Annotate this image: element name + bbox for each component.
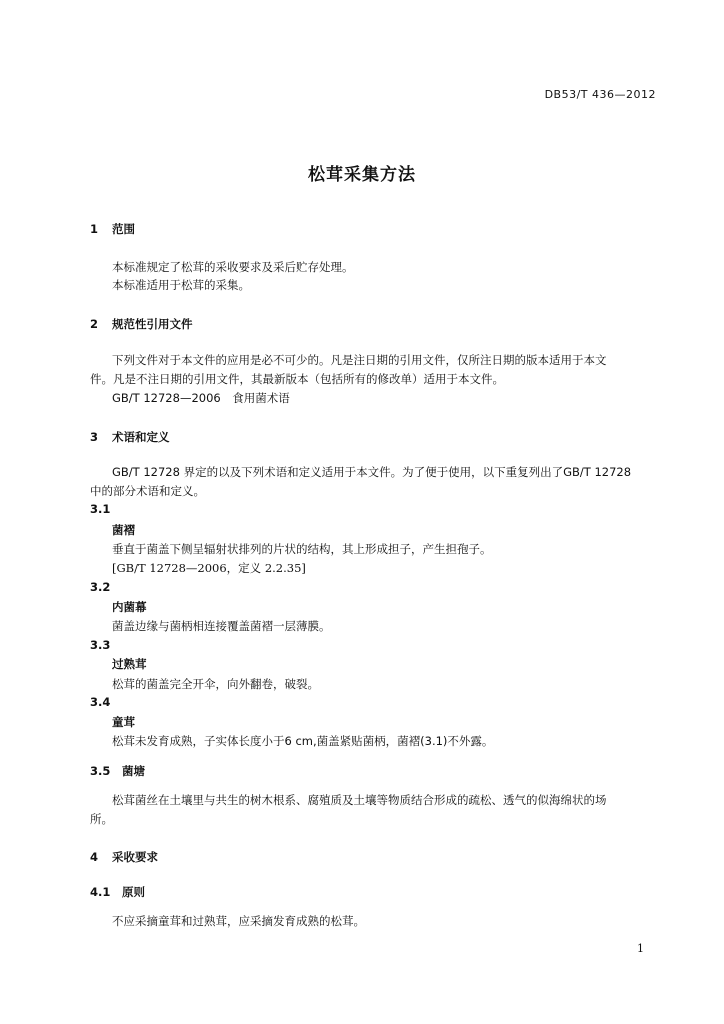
section-1-heading bbox=[90, 221, 135, 237]
term-3-4-definition: 松茸未发育成熟，子实体长度小于6 cm,菌盖紧贴菌柄，菌褶(3.1)不外露。 bbox=[112, 734, 494, 748]
section-3-intro-line-1: GB/T 12728 界定的以及下列术语和定义适用于本文件。为了便于使用，以下重复列出了GB/T 12728 bbox=[112, 465, 632, 479]
term-3-2-definition: 菌盖边缘与菌柄相连接覆盖菌褶一层薄膜。 bbox=[112, 619, 331, 633]
term-3-2-number: 3.2 bbox=[90, 580, 111, 594]
page-number: 1 bbox=[637, 942, 644, 955]
section-2-paragraph-line-2: 件。凡是不注日期的引用文件，其最新版本（包括所有的修改单）适用于本文件。 bbox=[90, 372, 504, 386]
term-3-5-definition-line-2: 所。 bbox=[90, 812, 113, 826]
term-3-5-definition-line-1: 松茸菌丝在土壤里与共生的树木根系、腐殖质及土壤等物质结合形成的疏松、透气的似海绵状的场 bbox=[112, 793, 607, 807]
clause-4-1-paragraph: 不应采摘童茸和过熟茸，应采摘发育成熟的松茸。 bbox=[112, 914, 365, 928]
term-3-5-number: 3.5 bbox=[90, 764, 111, 778]
term-3-3-number: 3.3 bbox=[90, 638, 111, 652]
section-1-paragraph-1: 本标准规定了松茸的采收要求及采后贮存处理。 bbox=[112, 260, 354, 274]
term-3-5-heading bbox=[90, 763, 145, 779]
clause-4-1-heading bbox=[90, 884, 145, 900]
term-3-1-number: 3.1 bbox=[90, 502, 111, 516]
document-title: 松茸采集方法 bbox=[308, 165, 416, 185]
section-2-title: 规范性引用文件 bbox=[112, 317, 193, 331]
term-3-4-term: 童茸 bbox=[112, 715, 135, 729]
normative-reference: GB/T 12728—2006 食用菌术语 bbox=[112, 391, 290, 405]
section-4-title: 采收要求 bbox=[112, 850, 159, 864]
section-4-heading bbox=[90, 849, 158, 865]
section-1-paragraph-2: 本标准适用于松茸的采集。 bbox=[112, 278, 250, 292]
clause-4-1-number: 4.1 bbox=[90, 885, 111, 899]
clause-4-1-title: 原则 bbox=[122, 885, 146, 899]
term-3-5-term: 菌塘 bbox=[122, 764, 146, 778]
section-2-heading bbox=[90, 316, 193, 332]
section-3-heading bbox=[90, 429, 170, 445]
section-1-title: 范围 bbox=[112, 222, 136, 236]
term-3-3-term: 过熟茸 bbox=[112, 657, 147, 671]
section-1-number: 1 bbox=[90, 222, 99, 236]
section-3-intro-line-2: 中的部分术语和定义。 bbox=[90, 484, 205, 498]
section-3-title: 术语和定义 bbox=[112, 430, 170, 444]
section-2-paragraph-line-1: 下列文件对于本文件的应用是必不可少的。凡是注日期的引用文件，仅所注日期的版本适用于本文 bbox=[112, 353, 607, 367]
term-3-1-term: 菌褶 bbox=[112, 523, 135, 537]
standard-code: DB53/T 436—2012 bbox=[544, 88, 656, 101]
term-3-1-definition: 垂直于菌盖下侧呈辐射状排列的片状的结构，其上形成担子，产生担孢子。 bbox=[112, 542, 492, 556]
term-3-4-number: 3.4 bbox=[90, 695, 111, 709]
term-3-2-term: 内菌幕 bbox=[112, 600, 147, 614]
term-3-3-definition: 松茸的菌盖完全开伞，向外翻卷，破裂。 bbox=[112, 677, 319, 691]
section-2-number: 2 bbox=[90, 317, 99, 331]
section-3-number: 3 bbox=[90, 430, 99, 444]
term-3-1-source: [GB/T 12728—2006，定义 2.2.35] bbox=[112, 561, 306, 575]
section-4-number: 4 bbox=[90, 850, 99, 864]
